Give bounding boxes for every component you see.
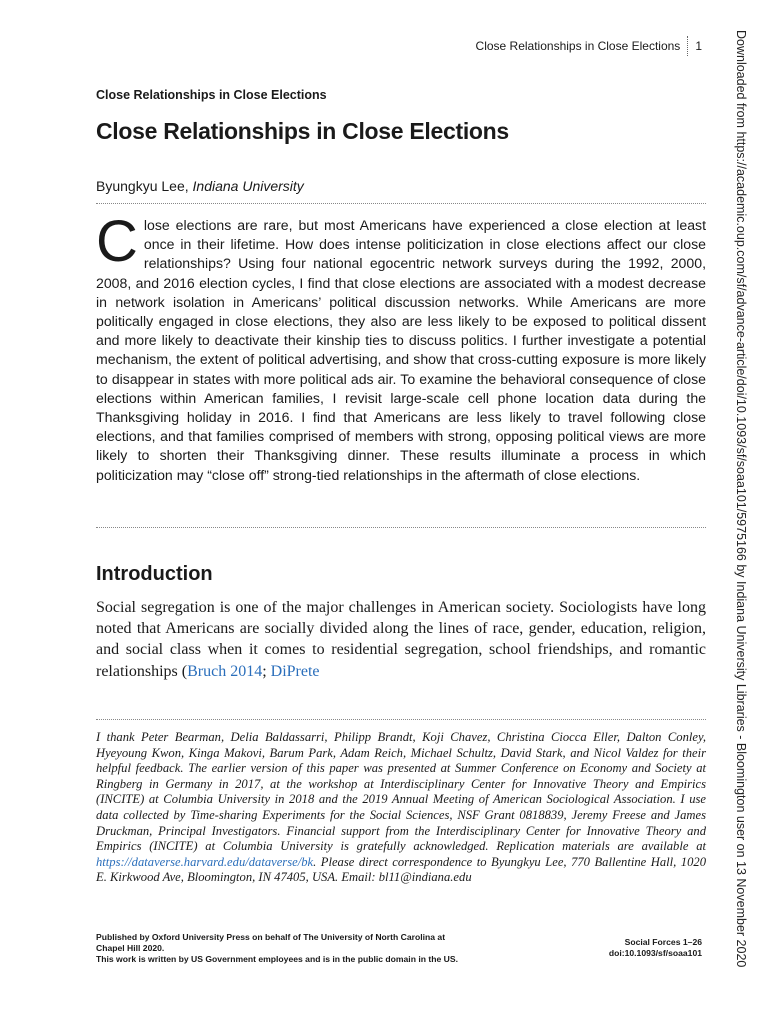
copyright-line: This work is written by US Government employees and is in the public domain in the US. — [96, 954, 458, 964]
introduction-paragraph — [96, 597, 706, 682]
citation-link-diprete[interactable]: DiPrete — [270, 662, 320, 680]
journal-info — [609, 937, 702, 959]
citation-separator: ; — [262, 662, 271, 680]
journal-doi: doi:10.1093/sf/soaa101 — [608, 948, 702, 958]
running-head-title: Close Relationships in Close Elections — [475, 39, 681, 53]
author-affiliation: Indiana University — [192, 178, 304, 194]
article-kicker: Close Relationships in Close Elections — [96, 88, 327, 102]
divider — [96, 719, 706, 720]
author-line — [96, 178, 304, 194]
footnote-text-end: . Please direct correspondence to Byungkyu Lee, 770 Ballentine Hall, 1020 E. Kirkwood Ave, Bloomington, IN 47405, USA. Email: bl11@indiana.edu — [96, 854, 706, 885]
journal-name: Social Forces 1–26 — [624, 937, 702, 947]
publisher-notice — [96, 932, 466, 965]
article-title: Close Relationships in Close Elections — [96, 118, 509, 144]
abstract-text: lose elections are rare, but most Americans have experienced a close election at least once in their lifetime. How does intense politicization in close elections affect our close relationships? Using four national egocentric network surveys during the 1992, 2000, 2008, and 2016 election cycles, I find that close elections are associated with a modest decrease in network isolation in Americans’ political discussion networks. While Americans are more politically engaged in close elections, they also are less likely to be exposed to political dissent and more likely to deactivate their kinship ties to discuss politics. I further investigate a potential mechanism, the extent of political advertising, and show that cross-cutting exposure is more likely to disappear in states with more political ads air. To examine the behavioral consequence of close elections within American families, I revisit large-scale cell phone location data during the Thanksgiving holiday in 2016. I find that Americans are less likely to travel following close elections, and that families comprised of members with strong, opposing political views are more likely to shorten their Thanksgiving dinner. These results illuminate a process in which politicization may “close off” strong-tied relationships in the aftermath of close elections. — [96, 217, 706, 483]
publisher-line: Published by Oxford University Press on behalf of The University of North Carolina at Chapel Hill 2020. — [96, 932, 446, 953]
divider — [96, 527, 706, 528]
download-notice — [734, 30, 756, 990]
replication-link[interactable]: https://dataverse.harvard.edu/dataverse/bk — [96, 854, 314, 869]
abstract — [96, 209, 706, 485]
abstract-dropcap: C — [96, 209, 138, 274]
divider — [96, 203, 706, 204]
download-notice-text: Downloaded from https://academic.oup.com/sf/advance-article/doi/10.1093/sf/soaa101/5975166 by Indiana University Libraries - Bloomington user on 13 November 2020 — [734, 30, 748, 968]
acknowledgement-footnote — [96, 730, 706, 886]
author-name: Byungkyu Lee, — [96, 178, 189, 194]
citation-link-bruch[interactable]: Bruch 2014 — [187, 662, 263, 680]
running-head — [476, 36, 702, 56]
footnote-text: I thank Peter Bearman, Delia Baldassarri, Philipp Brandt, Koji Chavez, Christina Ciocca Eller, Dalton Conley, Hyeyoung Kwon, Kinga Makovi, Barum Park, Adam Reich, Michael Schultz, David Stark, and Nicol Valdez for their helpful feedback. The earlier version of this paper was presented at Summer Conference on Economy and Society at Ringberg in Germany in 2017, at the workshop at Interdisciplinary Center for Innovative Theory and Empirics (INCITE) at Columbia University in 2018 and the 2019 Annual Meeting of American Sociological Association. I use data collected by Time-sharing Experiments for the Social Sciences, NSF Grant 0818839, Jeremy Freese and James Druckman, Principal Investigators. Financial support from the Interdisciplinary Center for Innovative Theory and Empirics (INCITE) at Columbia University is gratefully acknowledged. Replication materials are available at — [96, 730, 706, 854]
page-number: 1 — [695, 39, 702, 53]
section-heading-introduction: Introduction — [96, 563, 213, 585]
introduction-text: Social segregation is one of the major challenges in American society. Sociologists have long noted that Americans are socially divided along the lines of race, gender, education, religion, and social class when it comes to residential segregation, school friendships, and romantic relationships ( — [96, 599, 706, 680]
running-head-divider — [687, 36, 688, 56]
